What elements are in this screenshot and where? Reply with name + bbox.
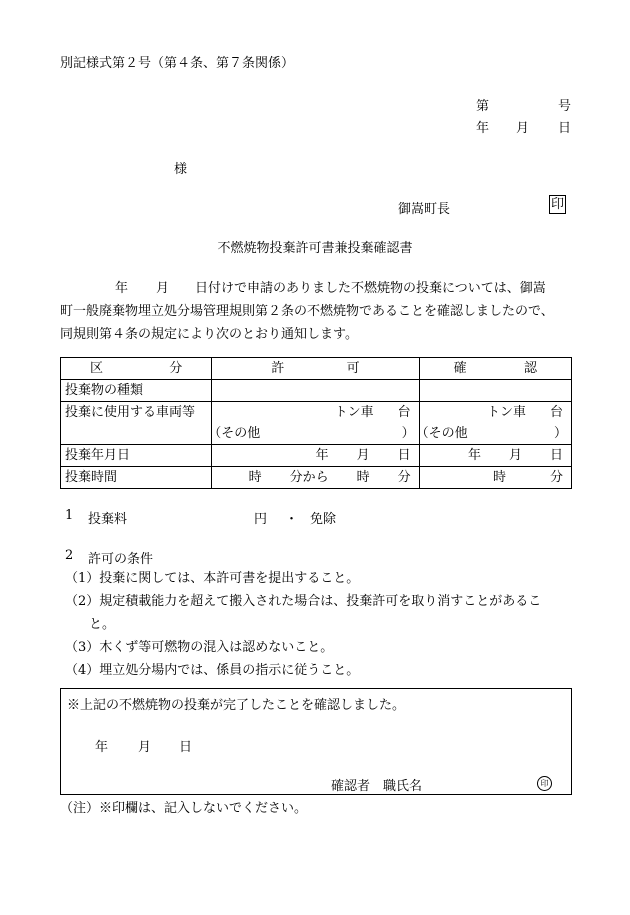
confirm-time-cell[interactable]: 時 分 bbox=[419, 467, 571, 489]
body-month: 月 bbox=[156, 281, 170, 296]
list-item: （3）木くず等可燃物の混入は認めないこと。 bbox=[65, 640, 334, 655]
confirm-date-cell[interactable]: 年 月 日 bbox=[419, 445, 571, 467]
confirmer-label: 確認者 職氏名 bbox=[331, 779, 423, 794]
confirmation-text: ※上記の不燃焼物の投棄が完了したことを確認しました。 bbox=[67, 698, 406, 713]
row-label-date: 投棄年月日 bbox=[61, 445, 212, 467]
addressee-suffix: 様 bbox=[174, 162, 188, 177]
table-row bbox=[61, 380, 572, 402]
body-text-1: 日付けで申請のありました不燃焼物の投棄については、御嵩 bbox=[195, 281, 546, 296]
document-title: 不燃焼物投棄許可書兼投棄確認書 bbox=[217, 241, 413, 256]
permit-date-cell[interactable]: 年 月 日 bbox=[212, 445, 419, 467]
body-paragraph bbox=[60, 277, 580, 346]
fee-yen: 円 bbox=[254, 512, 268, 527]
issue-date-day: 日 bbox=[558, 121, 572, 136]
doc-number-prefix: 第 bbox=[476, 99, 490, 114]
list-item: （1）投棄に関しては、本許可書を提出すること。 bbox=[65, 571, 360, 586]
body-line-2: 町一般廃棄物埋立処分場管理規則第２条の不燃焼物であることを確認しましたので、 bbox=[60, 304, 554, 319]
list-item: （4）埋立処分場内では、係員の指示に従うこと。 bbox=[65, 663, 360, 678]
conditions-list bbox=[65, 567, 541, 682]
body-year: 年 bbox=[115, 281, 129, 296]
table-row bbox=[61, 467, 572, 489]
fee-number: 1 bbox=[65, 508, 74, 523]
table-row bbox=[61, 402, 572, 445]
header-kyoka: 許 可 bbox=[212, 358, 419, 380]
header-kakunin: 確 認 bbox=[419, 358, 571, 380]
fee-separator: ・ bbox=[285, 512, 299, 527]
header-kubun: 区 分 bbox=[61, 358, 212, 380]
permit-vehicle-cell[interactable]: トン車 台 （その他 ） bbox=[212, 402, 419, 445]
confirmation-box bbox=[60, 688, 572, 795]
row-label-vehicle: 投棄に使用する車両等 bbox=[61, 402, 212, 445]
list-item: （2）規定積載能力を超えて搬入された場合は、投棄許可を取り消すことがあるこ bbox=[65, 594, 542, 609]
fee-exempt: 免除 bbox=[310, 512, 337, 527]
body-line-1 bbox=[60, 277, 580, 300]
conditions-number: 2 bbox=[65, 548, 74, 563]
form-label: 別記様式第２号（第４条、第７条関係） bbox=[60, 56, 295, 71]
permit-table bbox=[60, 357, 572, 489]
issue-date-year: 年 bbox=[476, 121, 490, 136]
list-item: と。 bbox=[89, 617, 116, 632]
confirm-type-cell[interactable] bbox=[419, 380, 571, 402]
issuer-name: 御嵩町長 bbox=[398, 202, 451, 217]
seal-mark: 印 bbox=[551, 197, 565, 212]
footnote: （注）※印欄は、記入しないでください。 bbox=[60, 801, 308, 816]
conditions-title: 許可の条件 bbox=[88, 552, 154, 567]
table-row bbox=[61, 445, 572, 467]
doc-number-suffix: 号 bbox=[558, 99, 572, 114]
confirm-vehicle-cell[interactable]: トン車 台 （その他 ） bbox=[419, 402, 571, 445]
permit-time-cell[interactable]: 時 分から 時 分 bbox=[212, 467, 419, 489]
confirm-month: 月 bbox=[138, 740, 152, 755]
confirm-year: 年 bbox=[95, 740, 109, 755]
confirmer-seal bbox=[537, 775, 552, 791]
row-label-time: 投棄時間 bbox=[61, 467, 212, 489]
confirm-day: 日 bbox=[179, 740, 193, 755]
circle-seal-mark: 印 bbox=[537, 776, 552, 791]
fee-label: 投棄料 bbox=[88, 512, 128, 527]
permit-type-cell[interactable] bbox=[212, 380, 419, 402]
row-label-type: 投棄物の種類 bbox=[61, 380, 212, 402]
issue-date-month: 月 bbox=[516, 121, 530, 136]
issuer-seal bbox=[549, 195, 566, 214]
body-line-3: 同規則第４条の規定により次のとおり通知します。 bbox=[60, 327, 358, 342]
table-header-row bbox=[61, 358, 572, 380]
